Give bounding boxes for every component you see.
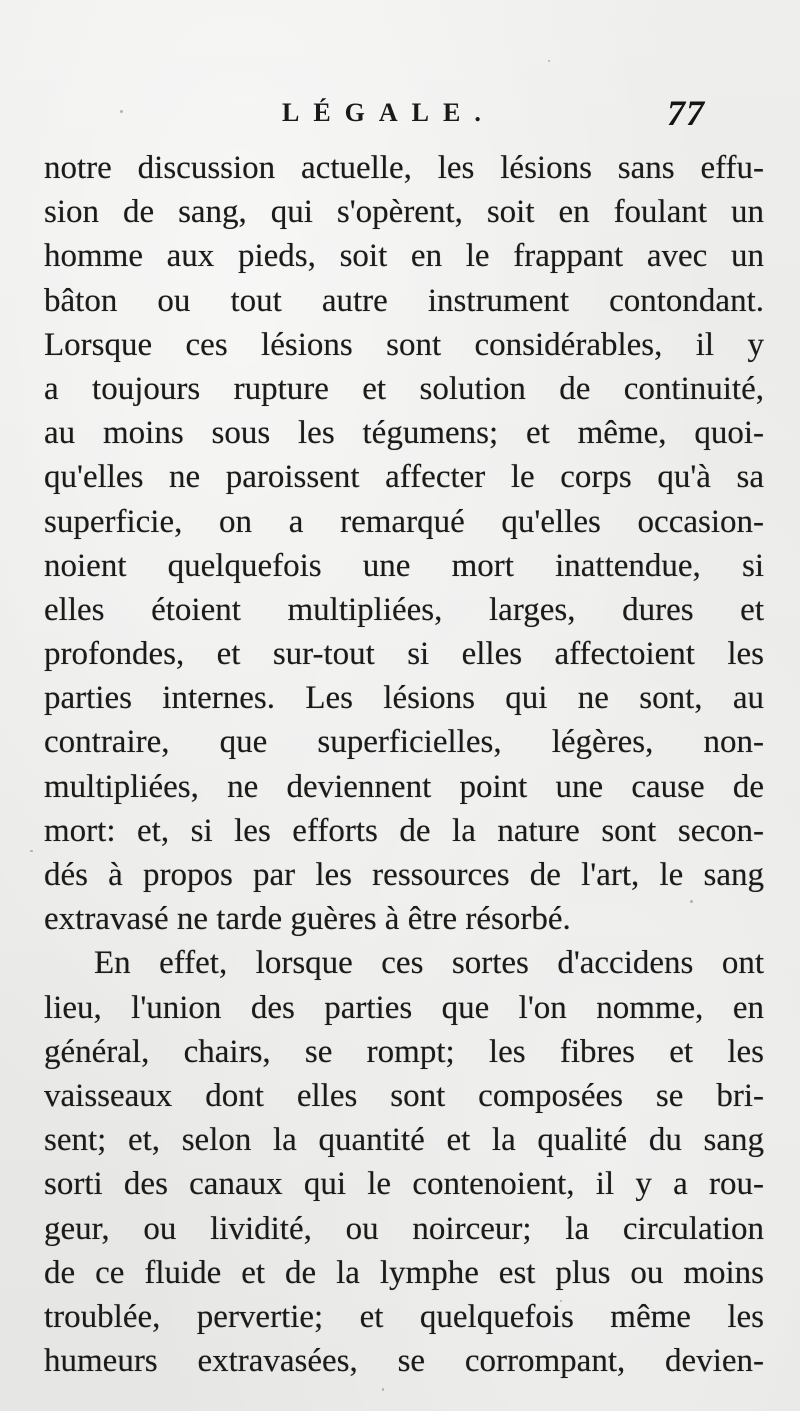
paper-speck [382,1388,384,1391]
text-line: superficie, on a remarqué qu'elles occasion- [44,503,764,540]
text-line: contraire, que superficielles, légères, non- [44,724,764,761]
text-line: a toujours rupture et solution de continuité, [44,370,764,407]
text-line: geur, ou lividité, ou noirceur; la circulation [44,1210,764,1247]
text-line: sent; et, selon la quantité et la qualité du sang [44,1122,764,1159]
text-line: vaisseaux dont elles sont composées se bri- [44,1077,764,1114]
text-line: noient quelquefois une mort inattendue, si [44,547,764,584]
text-line: homme aux pieds, soit en le frappant avec un [44,238,764,275]
text-line: dés à propos par les ressources de l'art, le sang [44,857,764,893]
text-line: bâton ou tout autre instrument contondant. [44,282,764,319]
page-number: 77 [667,93,705,133]
text-line: de ce fluide et de la lymphe est plus ou moins [44,1254,764,1291]
running-head: LÉGALE. [282,98,495,127]
text-line: profondes, et sur-tout si elles affectoient les [44,636,764,673]
text-line: troublée, pervertie; et quelquefois même les [44,1298,764,1335]
paragraph-first-line: En effet, lorsque ces sortes d'accidens ont [94,945,764,982]
text-line: mort: et, si les efforts de la nature sont secon- [44,812,764,849]
paper-speck [548,60,550,62]
paragraph-last-line: extravasé ne tarde guères à être résorbé. [44,901,571,938]
text-line: général, chairs, se rompt; les fibres et les [44,1033,764,1070]
text-line: multipliées, ne deviennent point une cause de [44,768,764,805]
page-header [0,92,800,142]
paper-speck [560,1300,562,1302]
text-line: notre discussion actuelle, les lésions sans effu- [44,150,764,186]
text-line: lieu, l'union des parties que l'on nomme, en [44,989,764,1026]
text-line: au moins sous les tégumens; et même, quoi- [44,415,764,452]
text-line: parties internes. Les lésions qui ne sont, au [44,680,764,717]
text-line: Lorsque ces lésions sont considérables, il y [44,326,764,363]
body-text [44,146,764,1383]
text-line: humeurs extravasées, se corrompant, devien- [44,1343,764,1380]
paper-speck [30,850,33,852]
text-line: qu'elles ne paroissent affecter le corps qu'à sa [44,459,764,496]
text-line: sorti des canaux qui le contenoient, il y a rou- [44,1166,764,1203]
paper-speck [120,110,123,113]
text-line: sion de sang, qui s'opèrent, soit en foulant un [44,194,764,231]
paper-speck [690,900,693,903]
text-line: elles étoient multipliées, larges, dures et [44,591,764,628]
